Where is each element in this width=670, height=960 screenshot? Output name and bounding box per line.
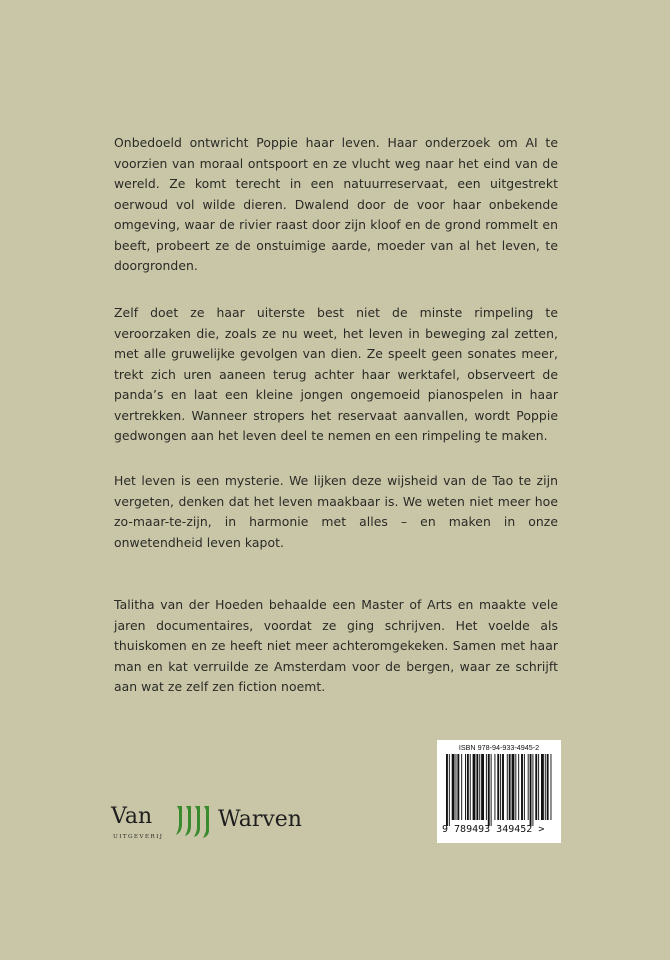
blurb-paragraph-1: Onbedoeld ontwricht Poppie haar leven. Haar onderzoek om AI te voorzien van moraal ontspoort en ze vlucht weg naar het eind van de wereld. Ze komt terecht in een natuurreservaat, een uitgestrekt oerwoud vol wilde dieren. Dwalend door de voor haar onbekende omgeving, waar de rivier raast door zijn kloof en de grond rommelt en beeft, probeert ze de onstuimige aarde, moeder van al het leven, te doorgronden.	[114, 135, 558, 273]
barcode-bars-icon	[446, 754, 552, 826]
blurb-paragraph-3: Het leven is een mysterie. We lijken deze wijsheid van de Tao te zijn vergeten, denken dat het leven maakbaar is. We weten niet meer hoe zo-maar-te-zijn, in harmonie met alles – en maken in onze onwetendheid leven kapot.	[114, 473, 558, 550]
logo-subtitle: UITGEVERIJ	[113, 834, 164, 840]
isbn-label: ISBN 978-94-933-4945-2	[458, 743, 540, 752]
logo-word-warven: Warven	[218, 807, 302, 832]
author-bio: Talitha van der Hoeden behaalde een Master of Arts en maakte vele jaren documentaires, voordat ze ging schrijven. Het voelde als thuiskomen en ze heeft niet meer achteromgekeken. Samen met haar man en kat verruilde ze Amsterdam voor de bergen, waar ze schrijft aan wat ze zelf zen fiction noemt.	[114, 597, 558, 694]
publisher-logo	[111, 800, 331, 850]
logo-word-van: Van	[111, 804, 153, 829]
barcode-digits: 9 789493 349452 >	[442, 824, 545, 835]
logo-leaf-mark-icon	[175, 804, 215, 838]
blurb-paragraph-2: Zelf doet ze haar uiterste best niet de minste rimpeling te veroorzaken die, zoals ze nu weet, het leven in beweging zal zetten, met alle gruwelijke gevolgen van dien. Ze speelt geen sonates meer, trekt zich uren aaneen terug achter haar werktafel, observeert de panda’s en laat een kleine jongen ongemoeid pianospelen in haar vertrekken. Wanneer stropers het reservaat aanvallen, wordt Poppie gedwongen aan het leven deel te nemen en een rimpeling te maken.	[114, 305, 558, 443]
isbn-barcode	[437, 740, 561, 843]
